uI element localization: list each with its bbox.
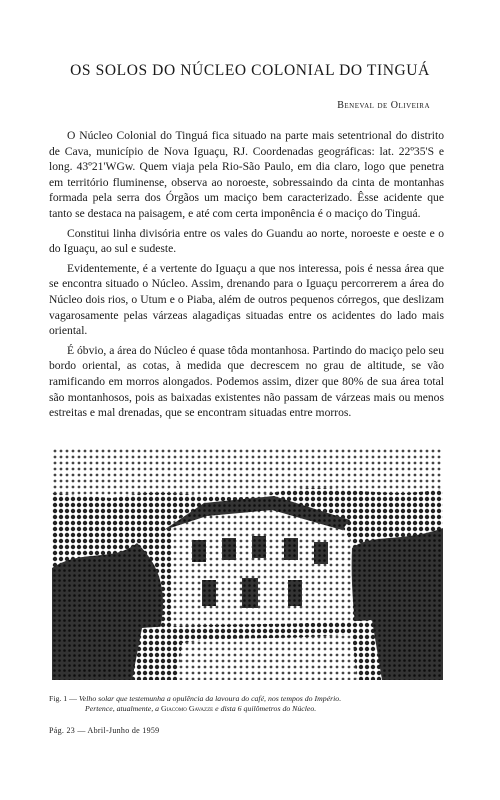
paragraph-divide: Constitui linha divisória entre os vales do Guandu ao norte, noroeste e oeste e o do Iguaçu, ao sul e sudeste. [49,226,444,256]
caption-line-2-post: e dista 6 quilômetros do Núcleo. [215,704,317,713]
article-author: Beneval de Oliveira [337,100,430,111]
caption-line-2-pre: Pertence, atualmente, a [85,704,160,713]
paragraph-iguacu: Evidentemente, é a vertente do Iguaçu a que nos interessa, pois é nessa área que se encontra situado o Núcleo. Assim, drenando para o Iguaçu percorrerem a área do Núcleo dois rios, o Utum e o Piaba, além de outros pequenos córregos, que deslizam vagarosamente pelas várzeas alagadiças situadas entre os acidentes do lado mais oriental. [49,261,444,338]
paragraph-relief: É óbvio, a área do Núcleo é quase tôda montanhosa. Partindo do maciço pelo seu bordo oriental, as cotas, à medida que decrescem no grau de altitude, se vão ramificando em morros alongados. Podemos assim, dizer que 80% de sua área total são montanhosos, pois as baixadas existentes não passam de várzeas mais ou menos estreitas e mal drenadas, que se encontram situadas entre morros. [49,343,444,420]
figure-photo-old-manor [52,448,443,680]
article-body [49,128,444,425]
figure-caption [49,694,449,714]
paragraph-intro: O Núcleo Colonial do Tinguá fica situado na parte mais setentrional do distrito de Cava, município de Nova Iguaçu, RJ. Coordenadas geográficas: lat. 22º35'S e long. 43º21'WGw. Quem viaja pela Rio-São Paulo, em dia claro, logo que penetra em território fluminense, observa ao noroeste, sobressaindo da cinta de montanhas formada pela serra dos Órgãos um maciço bem caracterizado. Êsse acidente que tanto se destaca na paisagem, e até com certa imponência é o maciço do Tinguá. [49,129,444,220]
page-footer: Pág. 23 — Abril-Junho de 1959 [49,726,160,735]
caption-owner-name: Giacomo Gavazze [161,704,214,713]
figure-label: Fig. 1 — [49,694,77,703]
article-title: OS SOLOS DO NÚCLEO COLONIAL DO TINGUÁ [70,62,430,79]
caption-line-1: Velho solar que testemunha a opulência da lavoura do café, nos tempos do Império. [78,694,342,703]
